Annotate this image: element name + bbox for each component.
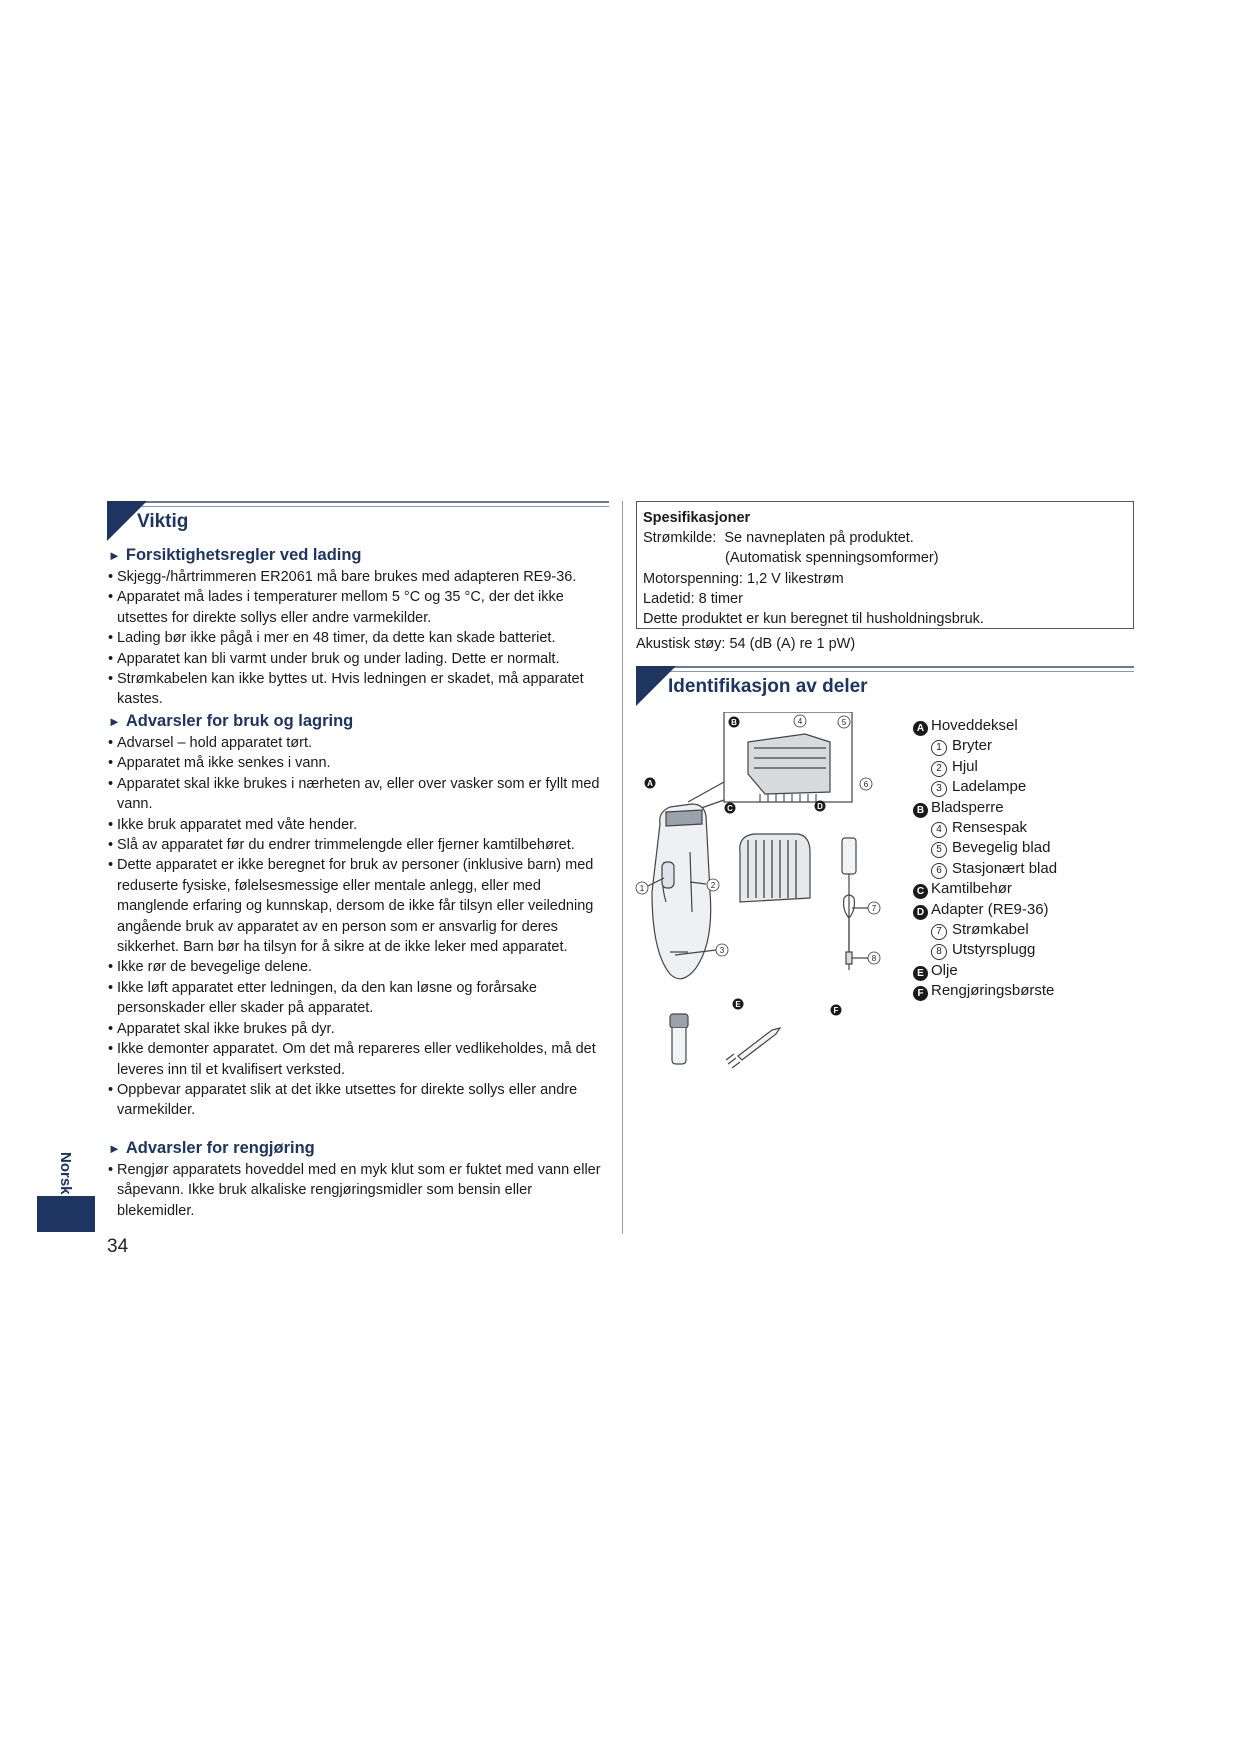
list-item: • Apparatet skal ikke brukes i nærheten av, eller over vasker som er fyllt med vann. [108,774,608,815]
list-item: • Lading bør ikke pågå i mer en 48 timer, da dette kan skade batteriet. [108,628,608,648]
letter-badge: E [913,966,928,981]
part-5: 5 Bevegelig blad [913,838,1057,858]
list-item: • Advarsel – hold apparatet tørt. [108,733,608,753]
list-item: • Apparatet må lades i temperaturer mellom 5 °C og 35 °C, der det ikke utsettes for direkte sollys eller andre varmekilder. [108,587,608,628]
number-badge: 4 [931,822,947,838]
language-tab [37,1196,95,1232]
callout-B: B [731,718,737,727]
part-1: 1 Bryter [913,736,1057,756]
callout-4: 4 [797,717,803,726]
list-item: • Rengjør apparatets hoveddel med en myk klut som er fuktet med vann eller såpevann. Ikke bruk alkaliske rengjøringsmidler som bensin eller blekemidler. [108,1160,608,1221]
letter-badge: F [913,986,928,1001]
column-divider [622,501,623,1234]
number-badge: 1 [931,740,947,756]
part-4: 4 Rensespak [913,818,1057,838]
callout-8: 8 [871,954,877,963]
language-tab-label: Norsk [57,1152,74,1195]
cleaning-list [108,1160,608,1221]
spec-box [636,501,1134,629]
cleaning-heading: ► Advarsler for rengjøring [108,1139,315,1157]
ident-title: Identifikasjon av deler [668,676,868,697]
spec-power-note: (Automatisk spenningsomformer) [725,550,939,567]
list-item: • Apparatet kan bli varmt under bruk og under lading. Dette er normalt. [108,649,608,669]
viktig-title: Viktig [137,511,189,532]
part-F: F Rengjøringsbørste [913,981,1057,1001]
spec-household: Dette produktet er kun beregnet til husholdningsbruk. [643,611,984,628]
callout-7: 7 [871,904,877,913]
callout-3: 3 [719,946,725,955]
part-2: 2 Hjul [913,757,1057,777]
part-C: C Kamtilbehør [913,879,1057,899]
charging-heading: ► Forsiktighetsregler ved lading [108,546,362,564]
parts-list [913,716,1057,1002]
number-badge: 3 [931,781,947,797]
number-badge: 6 [931,863,947,879]
number-badge: 2 [931,761,947,777]
ident-header [636,666,1134,706]
list-item: • Apparatet må ikke senkes i vann. [108,753,608,773]
usage-list [108,733,608,1121]
callout-C: C [727,804,733,813]
list-item: • Strømkabelen kan ikke byttes ut. Hvis ledningen er skadet, må apparatet kastes. [108,669,608,710]
callout-6: 6 [863,780,869,789]
list-item: • Ikke demonter apparatet. Om det må repareres eller vedlikeholdes, må det leveres inn til et kvalifisert verksted. [108,1039,608,1080]
part-A: A Hoveddeksel [913,716,1057,736]
list-item: • Slå av apparatet før du endrer trimmelengde eller fjerner kamtilbehøret. [108,835,608,855]
callout-F: F [833,1006,839,1015]
number-badge: 7 [931,924,947,940]
part-7: 7 Strømkabel [913,920,1057,940]
letter-badge: D [913,905,928,920]
list-item: • Ikke løft apparatet etter ledningen, da den kan løsne og forårsake personskader eller skader på apparatet. [108,978,608,1019]
letter-badge: B [913,803,928,818]
number-badge: 8 [931,944,947,960]
part-E: E Olje [913,961,1057,981]
part-D: D Adapter (RE9-36) [913,900,1057,920]
list-item: • Oppbevar apparatet slik at det ikke utsettes for direkte sollys eller andre varmekilder. [108,1080,608,1121]
letter-badge: A [913,721,928,736]
list-item: • Apparatet skal ikke brukes på dyr. [108,1019,608,1039]
list-item: • Dette apparatet er ikke beregnet for bruk av personer (inklusive barn) med reduserte fysiske, følelsesmessige eller mentale anlegg, eller med manglende erfaring og kunnskap, dersom de ikke får tilsyn eller veiledning angående bruk av apparatet av en person som er ansvarlig for deres sikkerhet. Barn bør ha tilsyn for å sikre at de ikke leker med apparatet. [108,855,608,957]
spec-charge: Ladetid: 8 timer [643,590,743,607]
callout-A: A [647,779,653,788]
arrow-right-icon: ► [108,714,121,729]
list-item: • Ikke rør de bevegelige delene. [108,957,608,977]
part-B: B Bladsperre [913,798,1057,818]
list-item: • Skjegg-/hårtrimmeren ER2061 må bare brukes med adapteren RE9-36. [108,567,608,587]
callout-1: 1 [639,884,645,893]
callout-E: E [735,1000,741,1009]
parts-illustration [630,712,910,1082]
list-item: • Ikke bruk apparatet med våte hender. [108,815,608,835]
spec-title: Spesifikasjoner [643,510,751,526]
page-number: 34 [107,1236,129,1257]
callout-5: 5 [841,718,847,727]
number-badge: 5 [931,842,947,858]
arrow-right-icon: ► [108,1141,121,1156]
callout-2: 2 [710,881,716,890]
viktig-header [107,501,609,541]
charging-list [108,567,608,710]
letter-badge: C [913,884,928,899]
callout-D: D [817,802,823,811]
spec-power: Strømkilde: Se navneplaten på produktet. [643,530,914,547]
part-8: 8 Utstyrsplugg [913,940,1057,960]
arrow-right-icon: ► [108,548,121,563]
spec-noise: Akustisk støy: 54 (dB (A) re 1 pW) [636,636,856,652]
usage-heading: ► Advarsler for bruk og lagring [108,712,354,730]
spec-motor: Motorspenning: 1,2 V likestrøm [643,570,844,587]
part-6: 6 Stasjonært blad [913,859,1057,879]
part-3: 3 Ladelampe [913,777,1057,797]
